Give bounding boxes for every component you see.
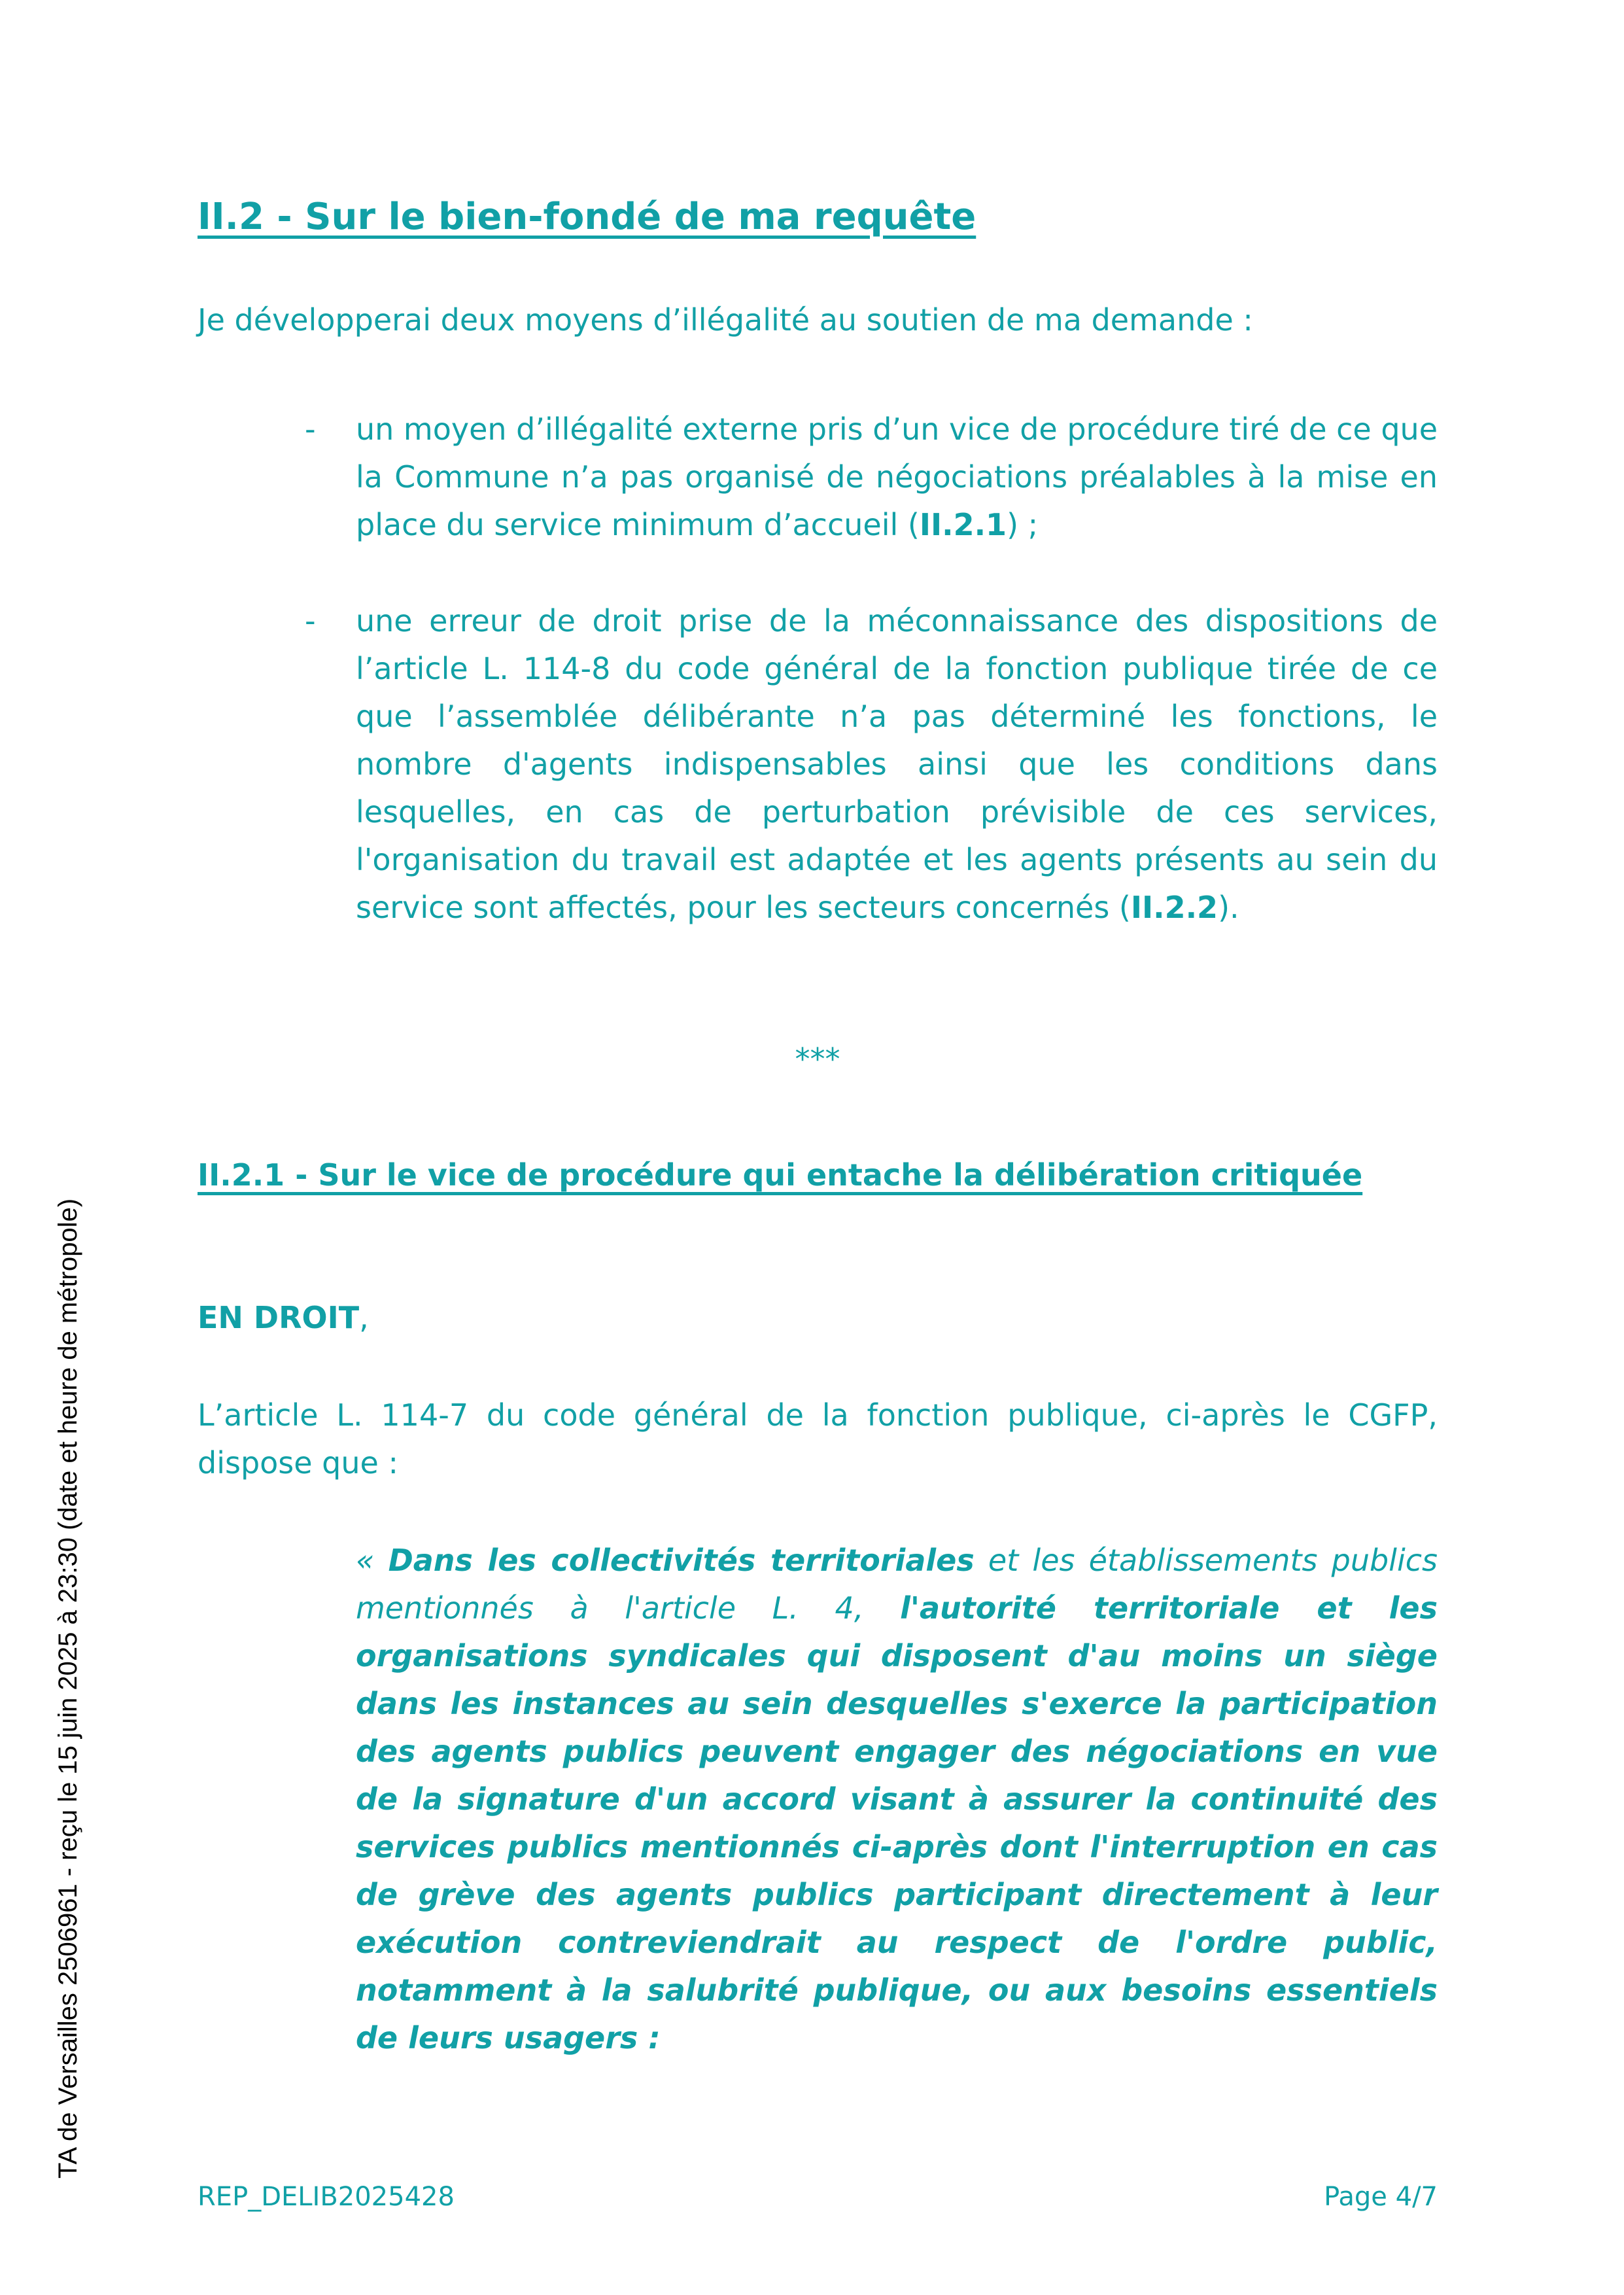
quote-bold-2: l'autorité territoriale et les organisations syndicales qui disposent d'au moins un siège dans les instances au sein desquelles s'exerce la participation des agents publics peuvent engager des négociations en vue de la signature d'un accord visant à assurer la continuité des services publics mentionnés ci-après dont l'interruption en cas de grève des agents publics participant directement à leur exécution contreviendrait au respect de l'ordre public, notamment à la salubrité publique, ou aux besoins essentiels de leurs usagers : <box>356 1590 1438 2056</box>
bullet-item <box>356 406 1438 549</box>
section-heading: II.2 - Sur le bien-fondé de ma requête <box>198 196 976 238</box>
bullet-end: ) ; <box>1007 507 1039 542</box>
legal-quote <box>356 1537 1438 2062</box>
bullet-dash: - <box>305 603 316 639</box>
bullet-text: un moyen d’illégalité externe pris d’un vice de procédure tiré de ce que la Commune n’a pas organisé de négociations préalables à la mise en place du service minimum d’accueil ( <box>356 412 1438 542</box>
court-receipt-stamp: TA de Versailles 2506961 - reçu le 15 juin 2025 à 23:30 (date et heure de métropole) <box>54 1198 82 2179</box>
bullet-item <box>356 597 1438 932</box>
bullet-dash: - <box>305 412 316 447</box>
en-droit: EN DROIT <box>198 1300 360 1335</box>
footer-reference: REP_DELIB2025428 <box>198 2182 455 2212</box>
bullet-ref: II.2.2 <box>1130 890 1218 925</box>
subsection-heading: II.2.1 - Sur le vice de procédure qui entache la délibération critiquée <box>198 1157 1363 1193</box>
article-intro: L’article L. 114-7 du code général de la fonction publique, ci-après le CGFP, dispose que : <box>198 1397 1438 1480</box>
bullet-text: une erreur de droit prise de la méconnaissance des dispositions de l’article L. 114-8 du code général de la fonction publique tirée de ce que l’assemblée délibérante n’a pas déterminé les fonctions, le nombre d'agents indispensables ainsi que les conditions dans lesquelles, en cas de perturbation prévisible de ces services, l'organisation du travail est adaptée et les agents présents au sein du service sont affectés, pour les secteurs concernés ( <box>356 603 1438 925</box>
quote-open: « <box>356 1543 389 1578</box>
bullet-end: ). <box>1218 890 1239 925</box>
quote-normal-1: et les établissements publics mentionnés à l'article L. 4, <box>356 1543 1438 1626</box>
intro-paragraph: Je développerai deux moyens d’illégalité au soutien de ma demande : <box>198 302 1253 338</box>
quote-bold-1: Dans les collectivités territoriales <box>388 1543 975 1578</box>
en-droit-label <box>198 1294 1438 1342</box>
footer-page-number: Page 4/7 <box>1324 2182 1438 2212</box>
bullet-ref: II.2.1 <box>919 507 1007 542</box>
separator: *** <box>795 1042 840 1077</box>
en-droit-punct: , <box>359 1300 369 1335</box>
